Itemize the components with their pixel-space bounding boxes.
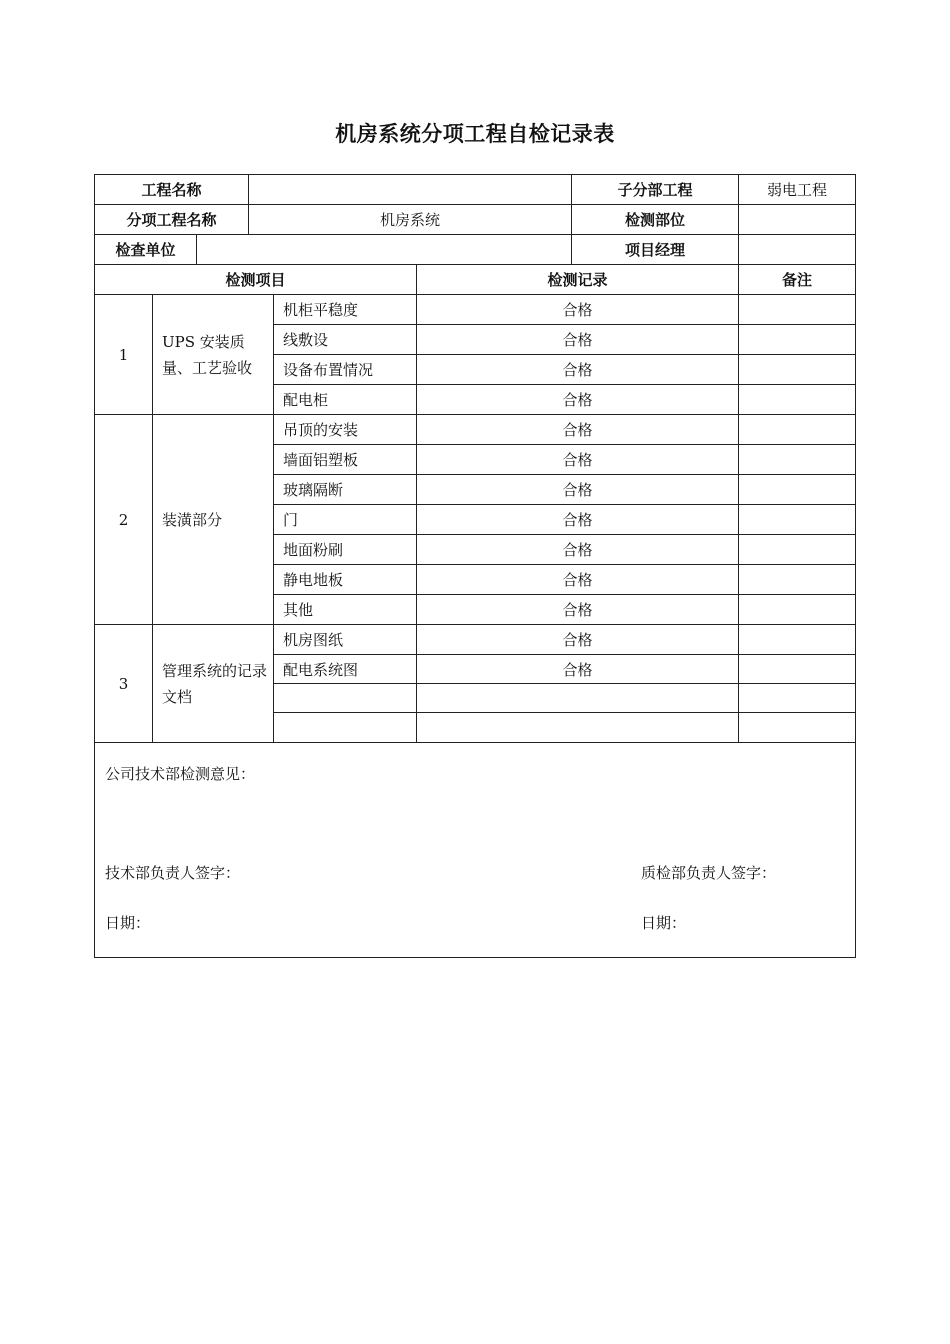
table-row-record[interactable]: 合格: [417, 565, 739, 595]
table-row-record[interactable]: 合格: [417, 355, 739, 385]
group-number: 3: [95, 625, 153, 743]
tech-sign-label: 技术部负责人签字：: [105, 864, 241, 882]
table-row-remark[interactable]: [739, 535, 855, 565]
test-location-field[interactable]: [739, 205, 855, 235]
table-row-item: 配电系统图: [274, 655, 417, 684]
table-row-record[interactable]: 合格: [417, 385, 739, 415]
table-row-remark[interactable]: [739, 475, 855, 505]
table-row-remark[interactable]: [739, 684, 855, 713]
table-row-item[interactable]: [274, 713, 417, 743]
table-row-item: 墙面铝塑板: [274, 445, 417, 475]
manager-label: 项目经理: [572, 235, 739, 265]
table-row-record[interactable]: 合格: [417, 325, 739, 355]
item-name-label: 分项工程名称: [95, 205, 249, 235]
table-row-item[interactable]: [274, 684, 417, 713]
test-location-label: 检测部位: [572, 205, 739, 235]
table-row-remark[interactable]: [739, 295, 855, 325]
table-row-record[interactable]: 合格: [417, 595, 739, 625]
group-category: UPS 安装质量、工艺验收: [153, 295, 274, 415]
date-label-right: 日期：: [641, 914, 687, 932]
date-label-left: 日期：: [105, 914, 151, 932]
table-row-item: 门: [274, 505, 417, 535]
inspect-unit-field[interactable]: [197, 235, 572, 265]
table-row-record[interactable]: 合格: [417, 535, 739, 565]
table-row-remark[interactable]: [739, 445, 855, 475]
project-name-label: 工程名称: [95, 175, 249, 205]
table-row-record[interactable]: 合格: [417, 655, 739, 684]
table-row-remark[interactable]: [739, 505, 855, 535]
table-row-item: 玻璃隔断: [274, 475, 417, 505]
table-row-remark[interactable]: [739, 713, 855, 743]
item-name-field[interactable]: 机房系统: [249, 205, 572, 235]
column-header-record: 检测记录: [417, 265, 739, 295]
opinion-label: 公司技术部检测意见：: [105, 765, 256, 783]
sub-project-label: 子分部工程: [572, 175, 739, 205]
manager-field[interactable]: [739, 235, 855, 265]
table-row-record[interactable]: 合格: [417, 625, 739, 655]
project-name-field[interactable]: [249, 175, 572, 205]
table-row-remark[interactable]: [739, 415, 855, 445]
table-row-item: 静电地板: [274, 565, 417, 595]
table-row-remark[interactable]: [739, 625, 855, 655]
table-row-remark[interactable]: [739, 385, 855, 415]
inspect-unit-label: 检查单位: [95, 235, 197, 265]
column-header-item: 检测项目: [95, 265, 417, 295]
table-row-item: 其他: [274, 595, 417, 625]
sub-project-field[interactable]: 弱电工程: [739, 175, 855, 205]
table-row-remark[interactable]: [739, 655, 855, 684]
table-row-record[interactable]: 合格: [417, 475, 739, 505]
group-number: 1: [95, 295, 153, 415]
table-row-item: 设备布置情况: [274, 355, 417, 385]
table-row-remark[interactable]: [739, 325, 855, 355]
quality-sign-label: 质检部负责人签字：: [641, 864, 777, 882]
column-header-remark: 备注: [739, 265, 855, 295]
table-row-remark[interactable]: [739, 355, 855, 385]
page-title: 机房系统分项工程自检记录表: [335, 122, 615, 146]
table-row-record[interactable]: [417, 684, 739, 713]
table-row-item: 地面粉刷: [274, 535, 417, 565]
table-row-item: 机柜平稳度: [274, 295, 417, 325]
group-category: 装潢部分: [153, 415, 274, 625]
table-row-item: 配电柜: [274, 385, 417, 415]
table-row-record[interactable]: 合格: [417, 415, 739, 445]
table-row-record[interactable]: 合格: [417, 445, 739, 475]
inspection-table: [94, 174, 856, 958]
group-number: 2: [95, 415, 153, 625]
table-row-record[interactable]: 合格: [417, 295, 739, 325]
group-category: 管理系统的记录文档: [153, 625, 274, 743]
table-row-remark[interactable]: [739, 595, 855, 625]
table-row-item: 线敷设: [274, 325, 417, 355]
table-row-record[interactable]: [417, 713, 739, 743]
table-row-item: 吊顶的安装: [274, 415, 417, 445]
table-row-item: 机房图纸: [274, 625, 417, 655]
table-row-record[interactable]: 合格: [417, 505, 739, 535]
table-row-remark[interactable]: [739, 565, 855, 595]
opinion-section[interactable]: [95, 743, 855, 957]
